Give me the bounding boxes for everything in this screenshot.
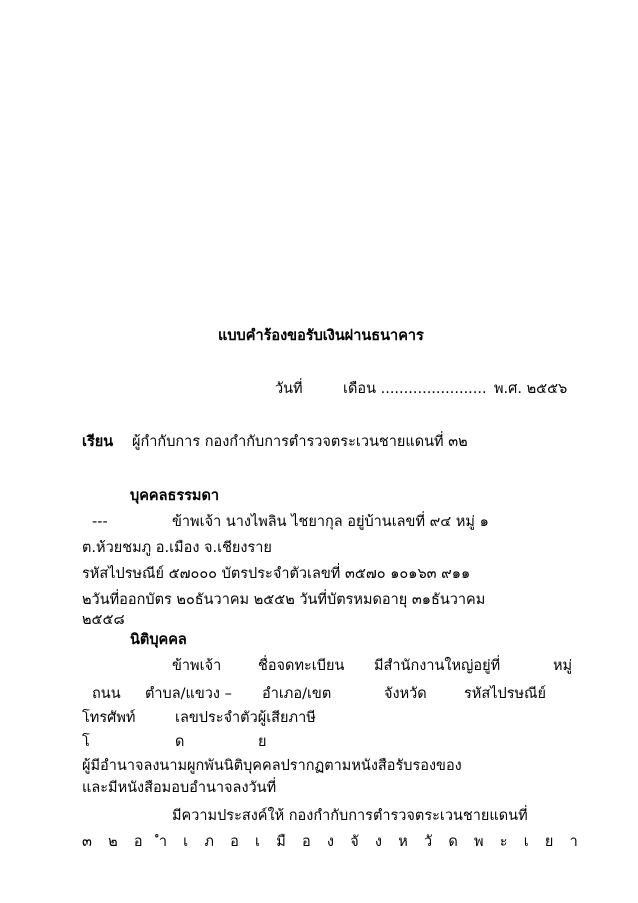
spread-char: ๓ <box>82 834 92 850</box>
juristic-row4-letter: ย <box>258 734 267 750</box>
spread-char: ย <box>544 834 554 850</box>
spread-char: อ <box>230 834 239 850</box>
spread-char: จั <box>350 834 359 850</box>
to-text: ผู้กำกับการ กองกำกับการตำรวจตระเวนชายแดนที่ ๓๒ <box>132 434 468 450</box>
spread-char: ๒ <box>108 834 118 850</box>
spread-char: ด <box>448 834 458 850</box>
juristic-row4-letter: ด <box>175 734 185 750</box>
spread-char: ำ <box>158 834 167 850</box>
juristic-row2-word: จังหวัด <box>384 686 427 702</box>
spread-char: มื <box>276 834 286 850</box>
person-line-1: ข้าพเจ้า นางไพลิน ไชยากุล อยู่บ้านเลขที่ ๙๔ หมู่ ๑ <box>172 514 489 530</box>
juristic-row3-word: โทรศัพท์ <box>82 710 136 726</box>
person-line-3: รหัสไปรษณีย์ ๕๗๐๐๐ บัตรประจำตัวเลขที่ ๓๕๗๐ ๑๐๑๖๓ ๙๑๑ <box>82 566 471 582</box>
person-line-4: ๒วันที่ออกบัตร ๒๐ธันวาคม ๒๕๕๒ วันที่บัตรหมดอายุ ๓๑ธันวาคม <box>82 592 486 608</box>
person-line-5: ๒๕๕๘ <box>82 612 125 628</box>
spread-char: เ <box>183 834 189 850</box>
to-label: เรียน <box>82 434 114 450</box>
juristic-row1-word: ชื่อจดทะเบียน <box>258 658 345 674</box>
date-month-label: เดือน ....................... <box>343 381 487 397</box>
spread-char: พ <box>473 834 484 850</box>
spread-char: เ <box>255 834 260 850</box>
juristic-row2-word: รหัสไปรษณีย์ <box>464 686 546 702</box>
spread-char: ภ <box>204 834 214 850</box>
juristic-row1-word: หมู่ <box>553 658 573 674</box>
purpose-spread-line <box>82 832 578 852</box>
person-dash: --- <box>92 514 108 530</box>
purpose-line-1: มีความประสงค์ให้ กองกำกับการตำรวจตระเวนชายแดนที่ <box>172 808 528 824</box>
spread-char: อ <box>301 834 311 850</box>
spread-char: วั <box>423 834 433 850</box>
spread-char: เ <box>523 834 529 850</box>
form-title: แบบคำร้องขอรับเงินผ่านธนาคาร <box>218 328 424 344</box>
juristic-row4-letter: โ <box>82 734 90 750</box>
spread-char: ะ <box>499 834 508 850</box>
spread-char: า <box>569 834 578 850</box>
juristic-row1-word: มีสำนักงานใหญ่อยู่ที่ <box>374 658 501 674</box>
person-line-2: ต.ห้วยชมภู อ.เมือง จ.เชียงราย <box>82 540 272 556</box>
date-year: พ.ศ. ๒๕๕๖ <box>494 381 568 397</box>
spread-char: ห <box>398 834 408 850</box>
juristic-line-5: ผู้มีอำนาจลงนามผูกพันนิติบุคคลปรากฏตามหนังสือรับรองของ <box>82 758 462 774</box>
date-day-label: วันที่ <box>275 381 303 397</box>
spread-char: ง <box>374 834 382 850</box>
section-person: บุคคลธรรมดา <box>130 488 220 504</box>
spread-char: อ <box>133 834 143 850</box>
juristic-row2-word: ตำบล/แขวง – <box>145 686 232 702</box>
juristic-row3-word: เลขประจำตัวผู้เสียภาษี <box>175 710 316 726</box>
juristic-line-6: และมีหนังสือมอบอำนาจลงวันที่ <box>82 780 277 796</box>
spread-char: ง <box>326 834 334 850</box>
juristic-row1-word: ข้าพเจ้า <box>172 658 222 674</box>
juristic-row2-word: ถนน <box>92 686 121 702</box>
section-juristic: นิติบุคคล <box>130 632 187 648</box>
juristic-row2-word: อำเภอ/เขต <box>262 686 332 702</box>
